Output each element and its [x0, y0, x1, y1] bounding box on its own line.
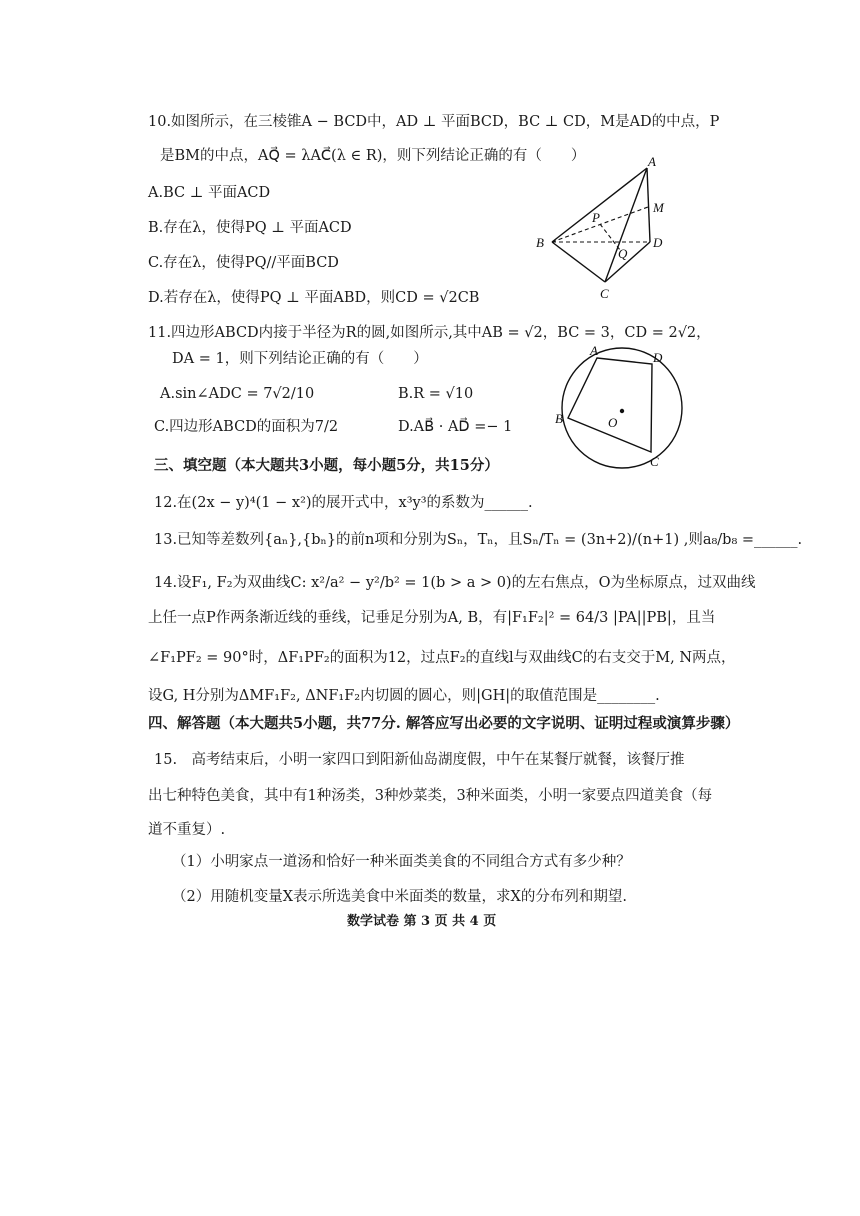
q10-label-B: B: [536, 235, 544, 250]
q10-label-P: P: [592, 210, 600, 225]
q14-line1: 14.设F₁, F₂为双曲线C: x²/a² − y²/b² = 1(b > a > 0)的左右焦点，O为坐标原点，过双曲线: [154, 575, 756, 591]
q15-line1: 15. 高考结束后，小明一家四口到阳新仙岛湖度假，中午在某餐厅就餐，该餐厅推: [154, 752, 685, 768]
section3-heading: 三、填空题（本大题共3小题，每小题5分，共15分）: [154, 457, 499, 474]
q10-label-A: A: [648, 154, 656, 169]
q10-line2: 是BM的中点，AQ⃗ = λAC⃗(λ ∈ R)，则下列结论正确的有（ ）: [160, 148, 586, 164]
q10-tetrahedron-figure: [530, 152, 700, 302]
q15-line3: 道不重复）.: [148, 822, 226, 838]
q14-line3: ∠F₁PF₂ = 90°时，ΔF₁PF₂的面积为12，过点F₂的直线l与双曲线C的右支交于M, N两点，: [148, 650, 736, 666]
q11-option-c: C.四边形ABCD的面积为7/2: [154, 419, 339, 435]
q11-option-a: A.sin∠ADC = 7√2/10: [160, 386, 315, 402]
q11-circle-figure: [550, 340, 695, 470]
q10-line1: 10.如图所示，在三棱锥A − BCD中，AD ⊥ 平面BCD，BC ⊥ CD，M是AD的中点，P: [148, 114, 720, 130]
q10-option-b: B.存在λ，使得PQ ⊥ 平面ACD: [148, 220, 352, 236]
q10-label-C: C: [600, 286, 609, 301]
q13-text: 13.已知等差数列{aₙ},{bₙ}的前n项和分别为Sₙ，Tₙ，且Sₙ/Tₙ = (3n+2)/(n+1) ,则a₈/b₈ =______.: [154, 532, 803, 548]
page-footer: 数学试卷 第 3 页 共 4 页: [347, 914, 497, 929]
q11-label-D: D: [653, 350, 663, 365]
q11-option-b: B.R = √10: [398, 386, 474, 402]
q15-line2: 出七种特色美食，其中有1种汤类，3种炒菜类，3种米面类，小明一家要点四道美食（每: [148, 788, 713, 804]
q10-option-d: D.若存在λ，使得PQ ⊥ 平面ABD，则CD = √2CB: [148, 290, 480, 306]
q10-label-Q: Q: [618, 246, 628, 261]
q11-line2: DA = 1，则下列结论正确的有（ ）: [172, 351, 428, 367]
q11-label-B: B: [555, 411, 563, 426]
q11-line1: 11.四边形ABCD内接于半径为R的圆,如图所示,其中AB = √2，BC = 3，CD = 2√2，: [148, 325, 711, 341]
q12-text: 12.在(2x − y)⁴(1 − x²)的展开式中，x³y³的系数为______.: [154, 495, 533, 511]
q15-sub2: （2）用随机变量X表示所选美食中米面类的数量，求X的分布列和期望.: [172, 889, 627, 905]
q11-label-O: O: [608, 415, 618, 430]
q10-label-D: D: [653, 235, 663, 250]
q10-label-M: M: [653, 200, 664, 215]
q11-label-A: A: [590, 343, 598, 358]
q14-line4: 设G, H分别为ΔMF₁F₂, ΔNF₁F₂内切圆的圆心，则|GH|的取值范围是________.: [148, 688, 660, 704]
q15-sub1: （1）小明家点一道汤和恰好一种米面类美食的不同组合方式有多少种？: [172, 854, 631, 870]
q11-option-d: D.AB⃗ · AD⃗ =− 1: [398, 419, 513, 435]
q10-option-a: A.BC ⊥ 平面ACD: [148, 185, 271, 201]
q11-label-C: C: [650, 454, 659, 469]
section4-heading: 四、解答题（本大题共5小题，共77分. 解答应写出必要的文字说明、证明过程或演算步骤）: [148, 715, 740, 732]
q14-line2: 上任一点P作两条渐近线的垂线，记垂足分别为A, B，有|F₁F₂|² = 64/3 |PA||PB|，且当: [148, 610, 716, 626]
q10-option-c: C.存在λ，使得PQ//平面BCD: [148, 255, 339, 271]
